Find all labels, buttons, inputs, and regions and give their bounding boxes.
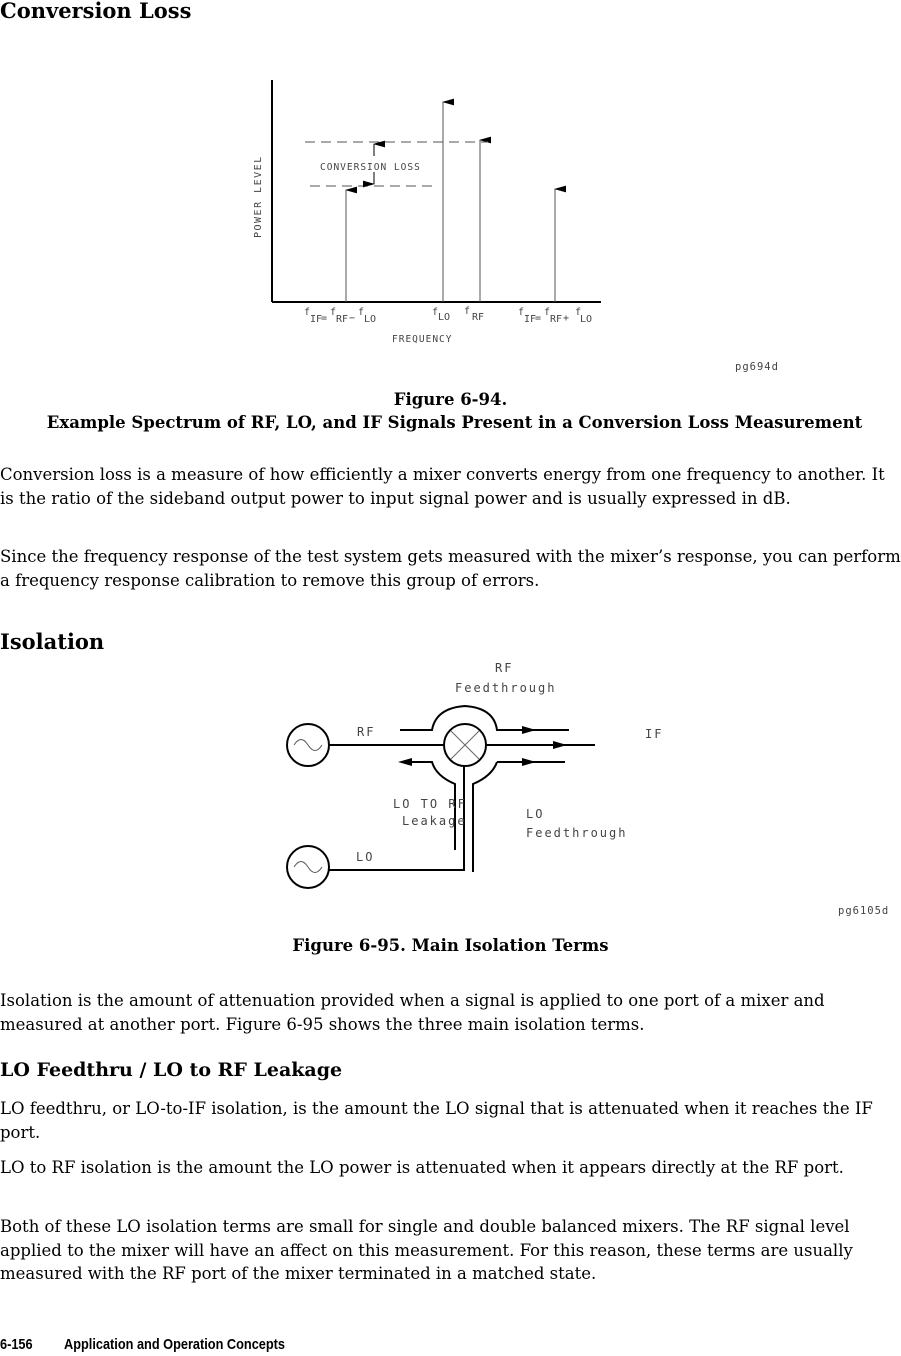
lo-feedthrough-label-2: Feedthrough <box>526 826 628 840</box>
svg-text:LO: LO <box>438 312 451 323</box>
sine-wave-icon <box>294 862 322 873</box>
figure-id: pg694d <box>735 361 779 373</box>
paragraph-isolation: Isolation is the amount of attenuation provided when a signal is applied to one port of a mixer and measured at another port. Figure 6-95 shows the three main isolation terms. <box>0 991 825 1034</box>
svg-text:f: f <box>304 307 311 318</box>
tick-label-lo <box>432 307 450 323</box>
paragraph-lo-isolation-terms: Both of these LO isolation terms are small for single and double balanced mixers. The RF signal level applied to the mixer will have an affect on this measurement. For this reason, these terms are usually measured with the RF port of the mixer terminated in a matched state. <box>0 1217 853 1283</box>
svg-text:+: + <box>563 313 570 324</box>
if-label: IF <box>645 727 664 741</box>
figure-94-caption: Example Spectrum of RF, LO, and IF Signals Present in a Conversion Loss Measurement <box>46 413 863 432</box>
sine-wave-icon <box>294 740 322 751</box>
y-axis-label: POWER LEVEL <box>253 155 264 238</box>
lo-label: LO <box>356 850 375 864</box>
arrow-right-icon <box>522 726 536 734</box>
lo-to-rf-label-1: LO TO RF <box>393 797 467 811</box>
lo-to-rf-label-2: Leakage <box>402 814 467 828</box>
svg-text:f: f <box>358 307 365 318</box>
figure-conversion-loss-spectrum <box>0 0 901 380</box>
figure-94-number: Figure 6-94. <box>393 390 508 409</box>
rf-feedthrough-label-2: Feedthrough <box>455 681 557 695</box>
svg-text:f: f <box>330 307 337 318</box>
figure-95-caption: Figure 6-95. Main Isolation Terms <box>292 936 609 955</box>
section-heading-lo-feedthru: LO Feedthru / LO to RF Leakage <box>0 1059 343 1081</box>
section-heading-isolation: Isolation <box>0 629 105 654</box>
footer-page-number: 6-156 <box>0 1336 33 1353</box>
rf-feedthrough-label-1: RF <box>495 661 514 675</box>
svg-text:LO: LO <box>364 314 377 325</box>
arrow-left-icon <box>398 758 412 766</box>
figure-isolation-terms <box>0 650 901 930</box>
svg-text:=: = <box>535 313 542 324</box>
tick-label-rf <box>464 306 484 323</box>
svg-text:LO: LO <box>580 314 593 325</box>
arrow-right-icon <box>522 758 536 766</box>
paragraph-lo-to-rf: LO to RF isolation is the amount the LO power is attenuated when it appears directly at the RF port. <box>0 1158 844 1177</box>
svg-text:RF: RF <box>550 314 563 325</box>
paragraph-frequency-response: Since the frequency response of the test system gets measured with the mixer’s response, you can perform a frequency response calibration to remove this group of errors. <box>0 547 901 590</box>
x-axis-label: FREQUENCY <box>392 334 453 345</box>
conversion-loss-label: CONVERSION LOSS <box>320 162 421 173</box>
svg-text:IF: IF <box>524 314 537 325</box>
svg-text:f: f <box>432 307 439 318</box>
paragraph-lo-feedthru: LO feedthru, or LO-to-IF isolation, is the amount the LO signal that is attenuated when it reaches the IF port. <box>0 1099 873 1142</box>
svg-text:f: f <box>518 307 525 318</box>
lo-feedthrough-label-1: LO <box>526 807 545 821</box>
footer-title: Application and Operation Concepts <box>64 1336 286 1353</box>
svg-text:−: − <box>349 313 356 324</box>
arrow-right-icon <box>553 741 567 749</box>
svg-text:f: f <box>464 306 471 317</box>
figure-id: pg6105d <box>838 905 890 917</box>
svg-text:RF: RF <box>472 312 485 323</box>
paragraph-conversion-loss: Conversion loss is a measure of how efficiently a mixer converts energy from one frequency to another. It is the ratio of the sideband output power to input signal power and is usually expressed in dB. <box>0 465 885 508</box>
svg-text:RF: RF <box>336 314 349 325</box>
section-heading-conversion-loss: Conversion Loss <box>0 0 192 23</box>
tick-label-if-plus <box>518 307 592 325</box>
svg-text:f: f <box>575 307 582 318</box>
tick-label-if-minus <box>304 307 376 325</box>
rf-label: RF <box>357 725 376 739</box>
svg-text:f: f <box>544 307 551 318</box>
svg-text:IF: IF <box>310 314 323 325</box>
svg-text:=: = <box>321 313 328 324</box>
